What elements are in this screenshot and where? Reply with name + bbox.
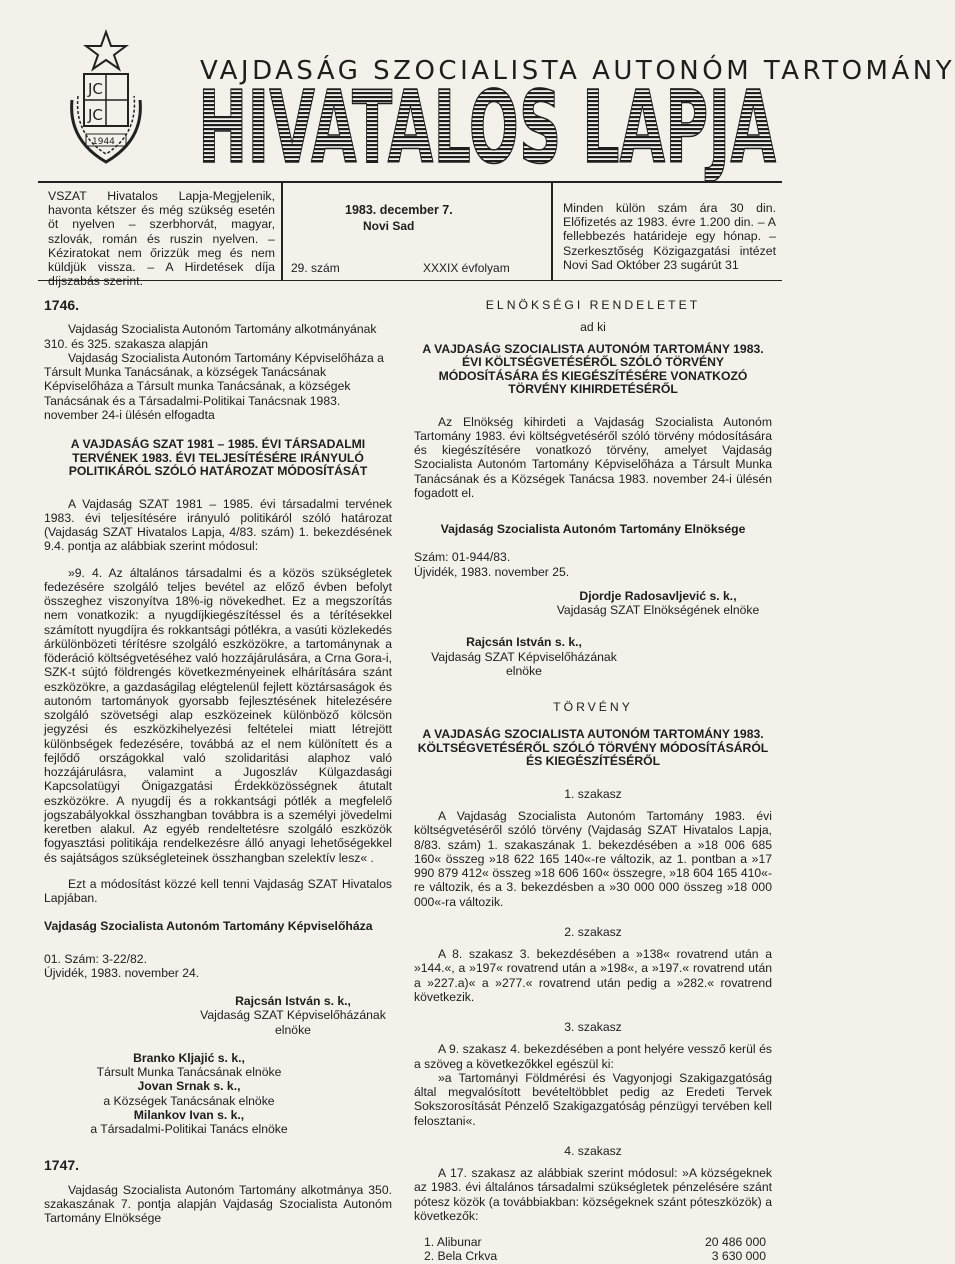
signature-role: Társult Munka Tanácsának elnöke <box>96 1065 282 1079</box>
municipality-amount: 3 630 000 <box>711 1249 766 1264</box>
law-heading: TÖRVÉNY <box>553 700 633 714</box>
section-1-heading: 1. szakasz <box>564 786 622 801</box>
issue-city: Novi Sad <box>363 219 415 233</box>
decree-text: Az Elnökség kihirdeti a Vajdaság Szocialista Autonóm Tartomány 1983. évi költségvetéséről szóló törvény módosítására és kiegészítésére vonatkozó törvény, amelyet Vajdaság Szocialista Autonóm Tartomány Képviselőháza a Társult Munka Tanácsának és a Községek Tanácsa 1983. november 24-i ülésén fogadott el. <box>414 414 772 500</box>
section-2-text: A 8. szakasz 3. bekezdésében a »138« rovatrend után a »144.«, a »197« rovatrend után a »198«, a »197.« rovatrend után a »227.a)« a »277.« rovatrend után pedig a »282.« rovatrend következik. <box>414 947 772 1004</box>
header-info-left <box>38 181 282 289</box>
decree-heading: ELNÖKSÉGI RENDELETET <box>485 298 701 312</box>
emblem-year: 1944 <box>92 137 115 147</box>
decision-para-3: Ezt a módosítást közzé kell tenni Vajdaság SZAT Hivatalos Lapjában. <box>44 876 392 905</box>
header-info-middle <box>282 181 552 281</box>
list-item <box>424 1249 766 1263</box>
decree-basis: Vajdaság Szocialista Autonóm Tartomány alkotmánya 350. szakaszának 7. pontja alapján Vajdaság Szocialista Autonóm Tartomány Elnöksége <box>44 1182 392 1225</box>
section-2-heading: 2. szakasz <box>564 924 622 939</box>
masthead-subtitle: VAJDASÁG SZOCIALISTA AUTONÓM TARTOMÁNY <box>200 56 955 86</box>
signature-name: Rajcsán István s. k., <box>235 994 351 1008</box>
issue-volume: XXXIX évfolyam <box>423 261 510 275</box>
presidency-name: Vajdaság Szocialista Autonóm Tartomány Elnöksége <box>440 522 746 536</box>
right-column <box>414 298 772 1264</box>
ref-number: 01. Szám: 3-22/82. <box>44 951 147 966</box>
municipality-list <box>414 1235 772 1264</box>
decision-para-1: A Vajdaság SZAT 1981 – 1985. évi társadalmi tervének 1983. évi teljesítésére irányuló politikáról szóló határozat (Vajdaság SZAT Hivatalos Lapja, 4/83. szám) 1. bekezdésének 9.4. pontja az alábbiak szerint módosul: <box>44 496 392 554</box>
decree-signature-2 <box>414 635 634 678</box>
decree-signature-1 <box>414 589 772 618</box>
signature-role: a Társadalmi-Politikai Tanács elnöke <box>90 1122 288 1136</box>
emblem-glyph-bottom: ЈС <box>88 106 103 124</box>
decree-subheading: ad ki <box>580 320 606 335</box>
municipality-name: 2. Bela Crkva <box>424 1249 498 1264</box>
coat-of-arms-emblem <box>64 30 148 166</box>
decision-para-2: »9. 4. Az általános társadalmi és a közös szükségletek fedezésére szolgáló teljes bevétel az előző évben befolyt összeghez viszonyítva 18%-ig növekedhet. Ez a megszorítás nem vonatkozik: a nyugdíjkiegészítéssel és a térítésekkel számított nyugdíjra és rokkantsági pótlékra, a vasúti közlekedés árkülönbözeti térítésre szolgáló eszközökre, a tartománynak a föderáció költségvetéséhez való hozzájárulására, a Crna Gora-i, SZK-t sújtó földrengés következményeinek elhárítására szánt eszközökre, a gazdaságilag elégtelenül fejlett köztársaságok és autonóm tartományok gyorsabb fejlesztésének hitelezésére szolgáló szövetségi alap eszközeinek különböző kölcsön jegyzési és eszközkihelyezési feltételei miatt létrejött különbségek fedezésére, továbbá az el nem különített és a fejlődő országokkal való szolidaritási alaphoz való hozzájárulásra, valamint a Jugoszláv Külgazdasági Kapcsolatügyi Önigazgatási Érdekközösségnek átutalt eszközökre. A nyugdíj és a rokkantsági pótlék a megfelelő jogszabályokkal összhangban továbbra is a személyi jövedelmi keretben alakul. Az egyéb rendeltetésre szolgáló eszközök fogyasztási politikája rendelkezésre álló anyagi lehetőségekkel és sajátságos szükségleteinek összhangban szelektív lesz« . <box>44 565 392 865</box>
decision-title: A VAJDASÁG SZAT 1981 – 1985. ÉVI TÁRSADALMI TERVÉNEK 1983. ÉVI TELJESÍTÉSÉRE IRÁNYULÓ POLITIKÁRÓL SZÓLÓ HATÁROZAT MÓDOSÍTÁSÁT <box>68 437 368 478</box>
signature-block-1 <box>44 994 392 1037</box>
issue-date: 1983. december 7. <box>345 203 453 217</box>
signature-role: Vajdaság SZAT Képviselőházának <box>431 649 617 664</box>
decree-ref-date: Újvidék, 1983. november 25. <box>414 564 570 579</box>
masthead-title-text: HIVATALOS LAPJA <box>198 69 776 186</box>
section-1-text: A Vajdaság Szocialista Autonóm Tartomány 1983. évi költségvetéséről szóló törvény (Vajdaság SZAT Hivatalos Lapja, 8/83. szám) 1. szakaszának 1. bekezdésében a »18 006 685 160« összeg »18 622 165 140«-re változik, az 1. pontban a »17 990 879 412« összeg »18 606 160« összegre, »18 604 165 410«-re változik, és a 3. bekezdésben a »30 000 000 összeg »18 000 000«-ra változik. <box>414 809 772 909</box>
list-item <box>424 1235 766 1249</box>
assembly-name: Vajdaság Szocialista Autonóm Tartomány Képviselőháza <box>44 919 373 934</box>
signature-name: Djordje Radosavljević s. k., <box>579 588 737 603</box>
section-3-text-1: A 9. szakasz 4. bekezdésében a pont helyére vessző kerül és a szöveg a következőkkel egészül ki: <box>414 1042 772 1071</box>
signature-block-2 <box>44 1051 314 1137</box>
municipality-amount: 20 486 000 <box>705 1235 766 1249</box>
publication-info: VSZAT Hivatalos Lapja-Megjelenik, havonta kétszer és még szükség esetén öt nyelven – szerbhorvát, magyar, szlovák, román és ruszin nyelven. – Kéziratokat nem őrizzük meg és nem küldjük vissza. – A Hirdetések díja díjszabás szerint. <box>48 189 275 289</box>
emblem-glyph-top: ЈС <box>88 80 103 98</box>
signature-name: Branko Kljajić s. k., <box>133 1050 245 1065</box>
masthead-title <box>198 69 778 186</box>
section-3-heading: 3. szakasz <box>564 1020 622 1034</box>
signature-role: elnöke <box>275 1022 311 1037</box>
signature-name: Jovan Srnak s. k., <box>137 1079 241 1094</box>
item-number-1746: 1746. <box>44 297 80 313</box>
left-column <box>44 298 392 1225</box>
decree-title: A VAJDASÁG SZOCIALISTA AUTONÓM TARTOMÁNY 1983. ÉVI KÖLTSÉGVETÉSÉRŐL SZÓLÓ TÖRVÉNY MÓDOSÍTÁSÁRA ÉS KIEGÉSZÍTÉSÉRE VONATKOZÓ TÖRVÉNY KIHIRDETÉSÉRŐL <box>422 341 764 396</box>
municipality-name: 1. Alibunar <box>424 1235 482 1249</box>
subscription-info: Minden külön szám ára 30 din. Előfizetés az 1983. évre 1.200 din. – A fellebbezés határideje egy hónap. – Szerkesztőség Közigazgatási intézet Novi Sad Október 23 sugárút 31 <box>563 201 776 272</box>
section-4-text: A 17. szakasz az alábbiak szerint módosul: »A községeknek az 1983. évi általános társadalmi szükségletek pénzelésére szánt pótesz közök (a továbbiakban: községeknek szánt póteszközök) a következők: <box>414 1166 772 1223</box>
signature-role: a Községek Tanácsának elnöke <box>103 1093 275 1108</box>
signature-role: Vajdaság SZAT Elnökségének elnöke <box>556 603 760 617</box>
signature-name: Milankov Ivan s. k., <box>133 1107 245 1122</box>
intro-assembly: Vajdaság Szocialista Autonóm Tartomány Képviselőháza a Társult Munka Tanácsának, a községek Tanácsának Képviselőháza a Társult munka Tanácsának, a községek Tanácsának és a Társadalmi-Politikai Tanácsnak 1983. november 24-i ülésén elfogadta <box>44 350 384 422</box>
law-title: A VAJDASÁG SZOCIALISTA AUTONÓM TARTOMÁNY 1983. KÖLTSÉGVETÉSÉRŐL SZÓLÓ TÖRVÉNY MÓDOSÍTÁSÁRÓL ÉS KIEGÉSZÍTÉSÉRŐL <box>417 727 769 769</box>
section-4-heading: 4. szakasz <box>564 1143 622 1158</box>
signature-role: elnöke <box>506 663 542 678</box>
item-number-1747: 1747. <box>44 1157 80 1174</box>
decree-ref-number: Szám: 01-944/83. <box>414 550 511 565</box>
signature-role: Vajdaság SZAT Képviselőházának <box>200 1008 386 1023</box>
header-info-right <box>552 181 782 281</box>
intro-basis: Vajdaság Szocialista Autonóm Tartomány alkotmányának 310. és 325. szakasza alapján <box>44 322 377 351</box>
section-3-text-2: »a Tartományi Földmérési és Vagyonjogi Szakigazgatóság által megvalósított bevételtöbblet pedig az Eredeti Tervek Sokszorosítását Pénzelő Szakigazgatóság pénzügyi tervében kell felosztani«. <box>414 1070 772 1128</box>
signature-name: Rajcsán István s. k., <box>466 635 582 650</box>
issue-number: 29. szám <box>291 261 340 275</box>
ref-date: Újvidék, 1983. november 24. <box>44 965 200 980</box>
